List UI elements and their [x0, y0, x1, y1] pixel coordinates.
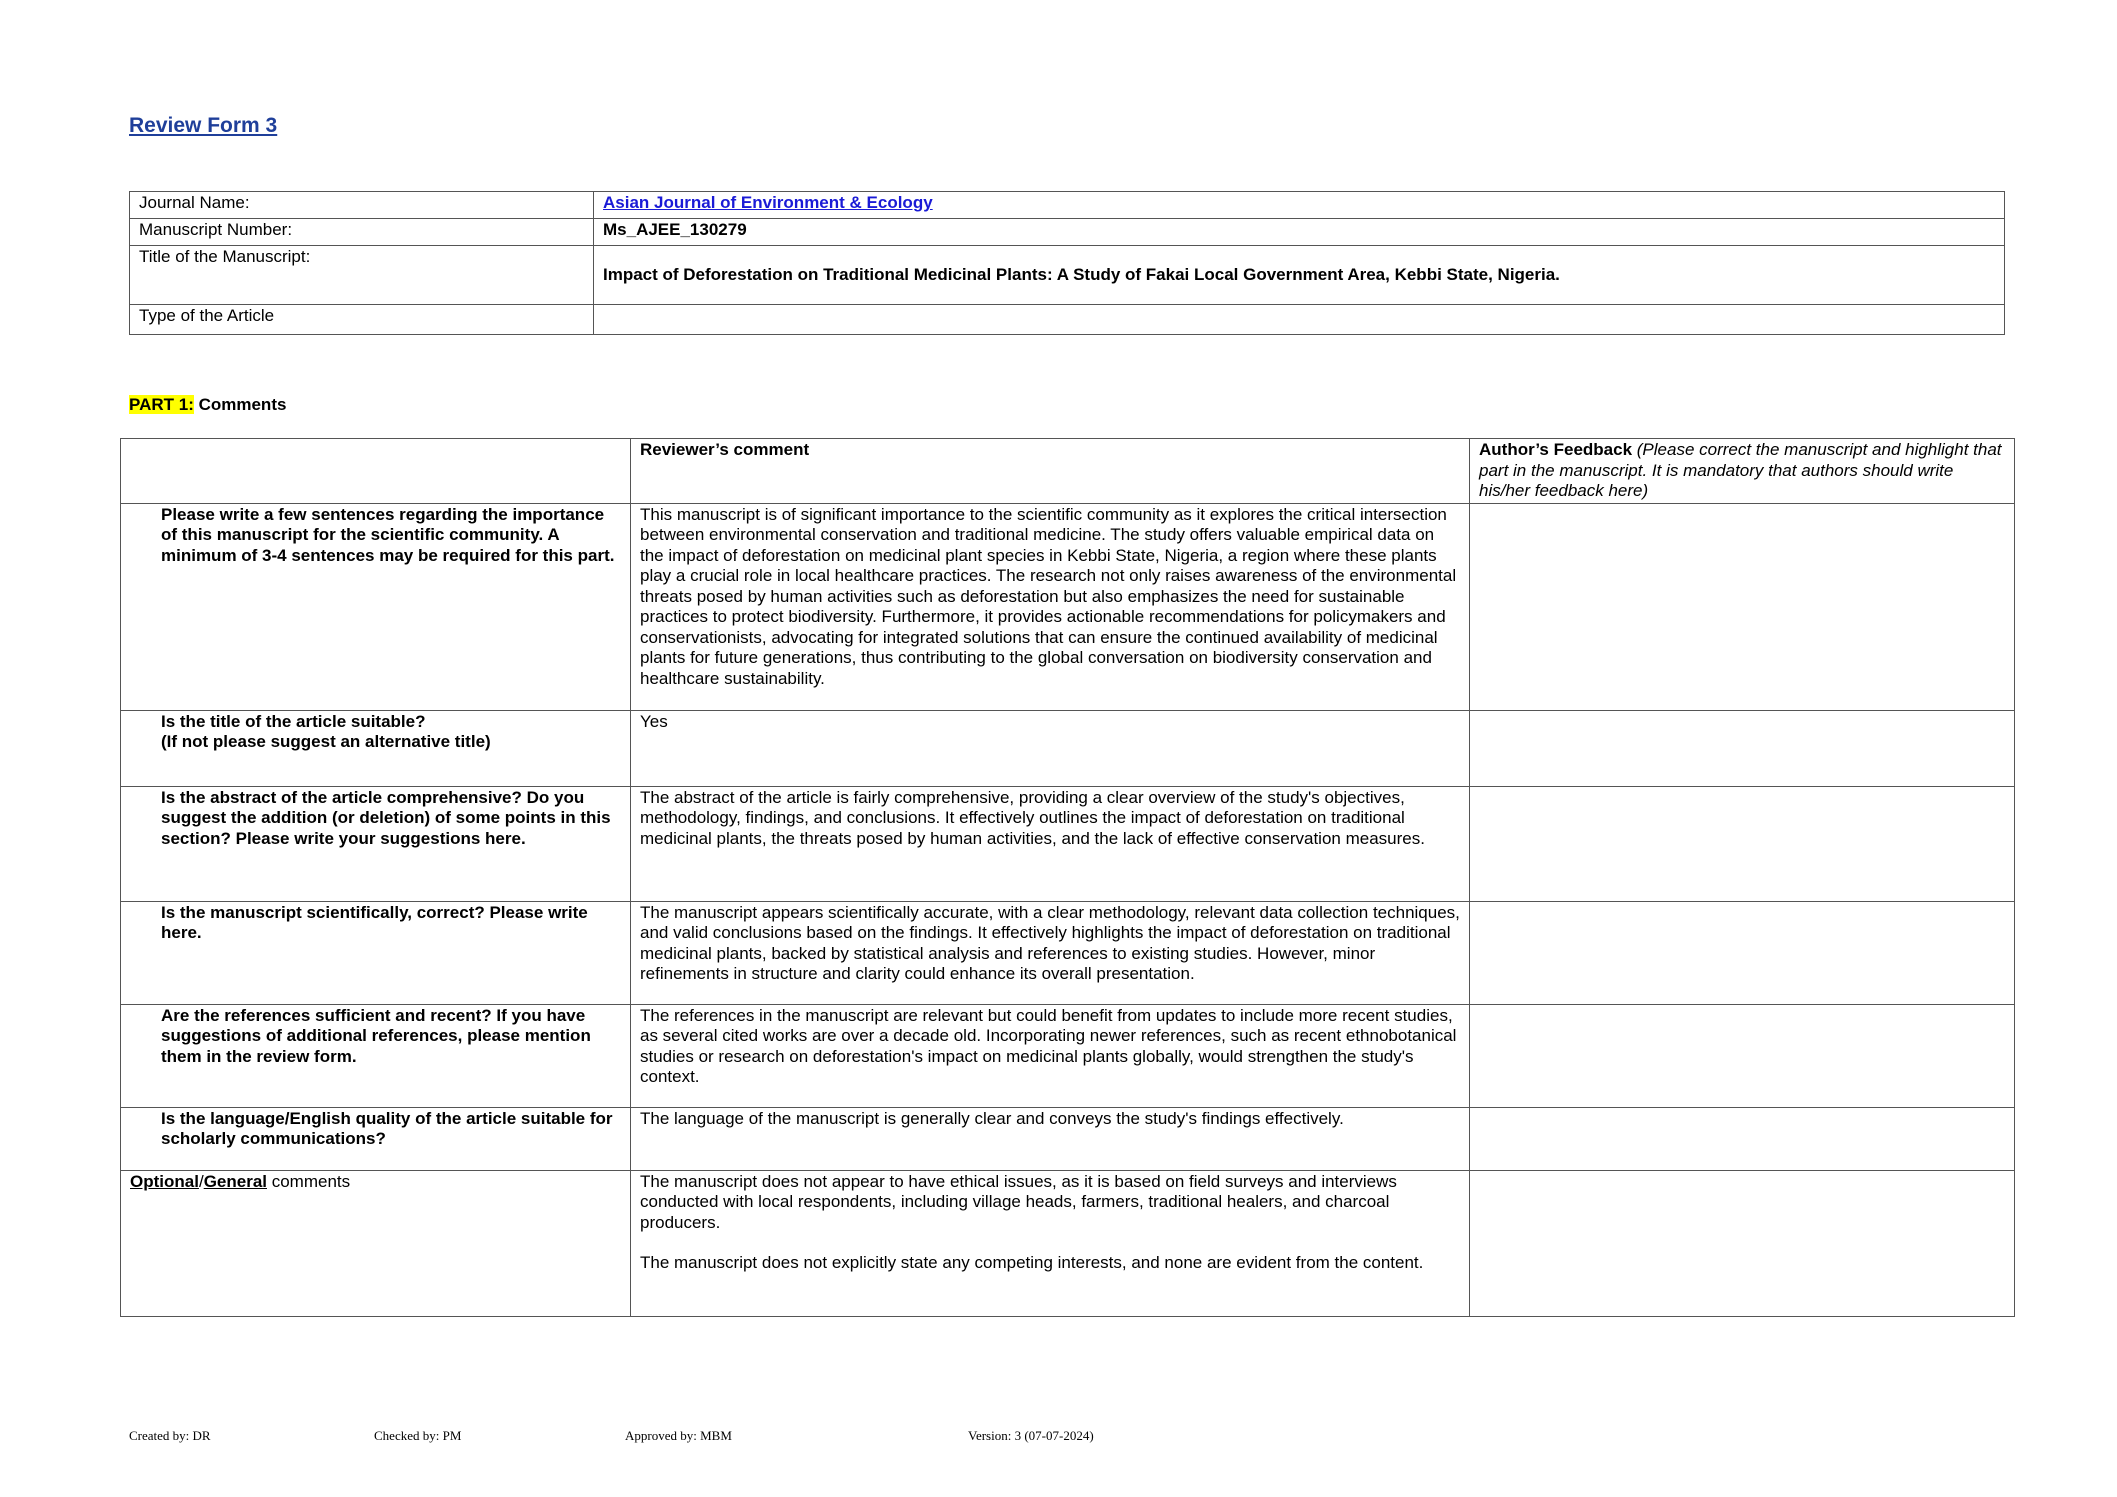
author-feedback[interactable] — [1470, 710, 2015, 786]
type-label: Type of the Article — [130, 305, 594, 335]
author-feedback[interactable] — [1470, 786, 2015, 901]
reviewer-comment: The manuscript appears scientifically accurate, with a clear methodology, relevant data collection techniques, and valid conclusions based on the findings. It effectively highlights the impact of deforestation on traditional medicinal plants, backed by statistical analysis and references to existing studies. However, minor refinements in structure and clarity could enhance its overall presentation. — [631, 901, 1470, 1004]
header-author — [1470, 439, 2015, 504]
reviewer-comment: The references in the manuscript are relevant but could benefit from updates to include more recent studies, as several cited works are over a decade old. Incorporating newer references, such as recent ethnobotanical studies or research on deforestation's impact on medicinal plants globally, would strengthen the study's context. — [631, 1004, 1470, 1107]
table-row — [121, 503, 2015, 710]
header-row — [121, 439, 2015, 504]
manuscript-info-table — [129, 191, 2005, 335]
author-feedback[interactable] — [1470, 901, 2015, 1004]
ethics-comment: The manuscript does not appear to have ethical issues, as it is based on field surveys and interviews conducted with local respondents, including village heads, farmers, traditional healers, and charcoal producers. — [640, 1171, 1397, 1232]
footer-version: Version: 3 (07-07-2024) — [968, 1428, 1094, 1443]
author-feedback[interactable] — [1470, 1004, 2015, 1107]
question: Are the references sufficient and recent? If you have suggestions of additional references, please mention them in the review form. — [121, 1004, 631, 1107]
part-heading — [129, 395, 286, 415]
number-value: Ms_AJEE_130279 — [594, 219, 2005, 246]
competing-interest-comment: The manuscript does not explicitly state any competing interests, and none are evident from the content. — [640, 1253, 1424, 1272]
optional-word: Optional — [130, 1171, 199, 1191]
reviewer-comment: Yes — [631, 710, 1470, 786]
table-row — [121, 1107, 2015, 1170]
form-title: Review Form 3 — [129, 114, 278, 137]
header-reviewer: Reviewer’s comment — [631, 439, 1470, 504]
number-row — [130, 219, 2005, 246]
header-empty — [121, 439, 631, 504]
footer-checked: Checked by: PM — [374, 1428, 462, 1443]
reviewer-comment: This manuscript is of significant importance to the scientific community as it explores the critical intersection between environmental conservation and traditional medicine. The study offers valuable empirical data on the impact of deforestation on medicinal plant species in Kebbi State, Nigeria, a region where these plants play a crucial role in local healthcare practices. The research not only raises awareness of the environmental threats posed by human activities such as deforestation but also emphasizes the need for sustainable practices to protect biodiversity. Furthermore, it provides actionable recommendations for policymakers and conservationists, advocating for integrated solutions that can ensure the continued availability of medicinal plants for future generations, thus contributing to the global conversation on biodiversity conservation and healthcare sustainability. — [631, 503, 1470, 710]
part-suffix: Comments — [193, 395, 287, 414]
type-row — [130, 305, 2005, 335]
question: Is the abstract of the article comprehensive? Do you suggest the addition (or deletion) of some points in this section? Please write your suggestions here. — [121, 786, 631, 901]
journal-label: Journal Name: — [130, 192, 594, 219]
separator: / — [198, 1171, 204, 1191]
question: Is the manuscript scientifically, correct? Please write here. — [121, 901, 631, 1004]
table-row — [121, 1004, 2015, 1107]
comments-word: comments — [267, 1171, 351, 1191]
author-feedback[interactable] — [1470, 1107, 2015, 1170]
author-feedback[interactable] — [1470, 503, 2015, 710]
optional-label — [121, 1170, 631, 1316]
type-value — [594, 305, 2005, 335]
table-row — [121, 786, 2015, 901]
title-row — [130, 246, 2005, 305]
comments-table — [120, 438, 2015, 1317]
reviewer-comment: The language of the manuscript is generally clear and conveys the study's findings effectively. — [631, 1107, 1470, 1170]
part-label: PART 1: — [129, 395, 194, 414]
optional-comment — [631, 1170, 1470, 1316]
journal-row — [130, 192, 2005, 219]
question: Is the language/English quality of the article suitable for scholarly communications? — [121, 1107, 631, 1170]
question: Please write a few sentences regarding the importance of this manuscript for the scientific community. A minimum of 3-4 sentences may be required for this part. — [121, 503, 631, 710]
footer-approved: Approved by: MBM — [625, 1428, 732, 1443]
table-row — [121, 901, 2015, 1004]
optional-row — [121, 1170, 2015, 1316]
footer-created: Created by: DR — [129, 1428, 211, 1443]
number-label: Manuscript Number: — [130, 219, 594, 246]
author-feedback-label: Author’s Feedback — [1479, 440, 1633, 459]
title-value: Impact of Deforestation on Traditional Medicinal Plants: A Study of Fakai Local Government Area, Kebbi State, Nigeria. — [594, 246, 2005, 305]
title-label: Title of the Manuscript: — [130, 246, 594, 305]
general-word: General — [203, 1171, 267, 1191]
author-feedback-note: (Please correct the manuscript and highlight that part in the manuscript. It is mandatory that authors should write his/her feedback here) — [1479, 440, 2002, 500]
question: Is the title of the article suitable? (If not please suggest an alternative title) — [121, 710, 631, 786]
journal-link[interactable]: Asian Journal of Environment & Ecology — [603, 193, 933, 212]
reviewer-comment: The abstract of the article is fairly comprehensive, providing a clear overview of the study's objectives, methodology, findings, and conclusions. It effectively outlines the impact of deforestation on traditional medicinal plants, the threats posed by human activities, and the lack of effective conservation measures. — [631, 786, 1470, 901]
author-feedback[interactable] — [1470, 1170, 2015, 1316]
table-row — [121, 710, 2015, 786]
